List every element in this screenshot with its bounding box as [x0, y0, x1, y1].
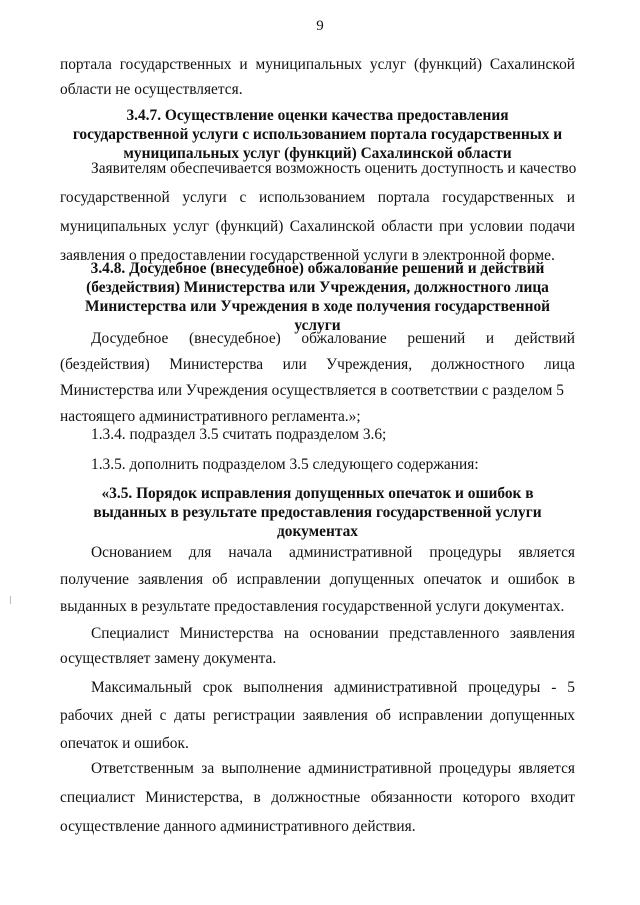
list-item-1-3-5: 1.3.5. дополнить подразделом 3.5 следующего содержания: [91, 456, 479, 473]
text-line: области не осуществляется. [60, 81, 243, 98]
text-line: Ответственным за выполнение административной процедуры является [91, 760, 575, 777]
heading-line: услуги [294, 317, 341, 334]
list-item-1-3-4: 1.3.4. подраздел 3.5 считать подразделом 3.6; [91, 426, 387, 443]
text-line: Заявителям обеспечивается возможность оценить доступность и качество [91, 160, 577, 177]
heading-line: 3.4.8. Досудебное (внесудебное) обжалование решений и действий [90, 260, 545, 277]
text-line: заявления о предоставлении государственной услуги в электронной форме. [60, 247, 555, 264]
section-heading-3-4-8 [60, 259, 575, 335]
paragraph-portal-continuation [60, 54, 575, 100]
text-line: государственной услуги с использованием портала государственных и [60, 189, 575, 206]
text-line: получение заявления об исправлении допущенных опечаток и ошибок в [60, 571, 575, 588]
text-line: осуществляет замену документа. [60, 650, 277, 667]
text-line: Досудебное (внесудебное) обжалование решений и действий [91, 330, 575, 347]
text-line: Максимальный срок выполнения административной процедуры - 5 [91, 679, 575, 696]
text-line: специалист Министерства, в должностные обязанности которого входит [60, 789, 575, 806]
heading-line: 3.4.7. Осуществление оценки качества предоставления [126, 107, 509, 124]
paragraph-document-replacement [60, 623, 575, 669]
heading-line: государственной услуги с использованием портала государственных и [72, 126, 563, 143]
paragraph-quality-assessment [60, 158, 575, 266]
section-heading-3-4-7 [60, 106, 575, 163]
text-line: настоящего административного регламента.»; [60, 408, 361, 425]
section-heading-3-5 [60, 484, 575, 541]
paragraph-appeal [60, 328, 575, 427]
text-line: муниципальных услуг (функций) Сахалинской области при условии подачи [60, 218, 575, 235]
paragraph-responsible-person [60, 758, 575, 837]
heading-line: муниципальных услуг (функций) Сахалинской области [123, 145, 512, 162]
text-line: Специалист Министерства на основании представленного заявления [91, 625, 575, 642]
text-line: портала государственных и муниципальных услуг (функций) Сахалинской [60, 56, 575, 73]
heading-line: выданных в результате предоставления государственной услуги [93, 504, 542, 521]
text-line: рабочих дней с даты регистрации заявления об исправлении допущенных [60, 707, 575, 724]
text-line: осуществление данного административного действия. [60, 818, 416, 835]
paragraph-deadline [60, 677, 575, 754]
text-line: (бездействия) Министерства или Учреждения, должностного лица [60, 356, 575, 373]
heading-line: документах [277, 523, 358, 540]
heading-line: «3.5. Порядок исправления допущенных опечаток и ошибок в [101, 485, 534, 502]
text-line: Министерства или Учреждения осуществляется в соответствии с разделом 5 [60, 382, 564, 399]
heading-line: Министерства или Учреждения в ходе получения государственной [84, 298, 551, 315]
text-line: выданных в результате предоставления государственной услуги документах. [60, 598, 565, 615]
text-line: Основанием для начала административной процедуры является [91, 544, 575, 561]
scan-artifact [10, 596, 11, 604]
heading-line: (бездействия) Министерства или Учреждения, должностного лица [86, 279, 549, 296]
text-line: опечаток и ошибок. [60, 735, 189, 752]
page-number: 9 [316, 18, 324, 34]
paragraph-procedure-basis [60, 542, 575, 617]
